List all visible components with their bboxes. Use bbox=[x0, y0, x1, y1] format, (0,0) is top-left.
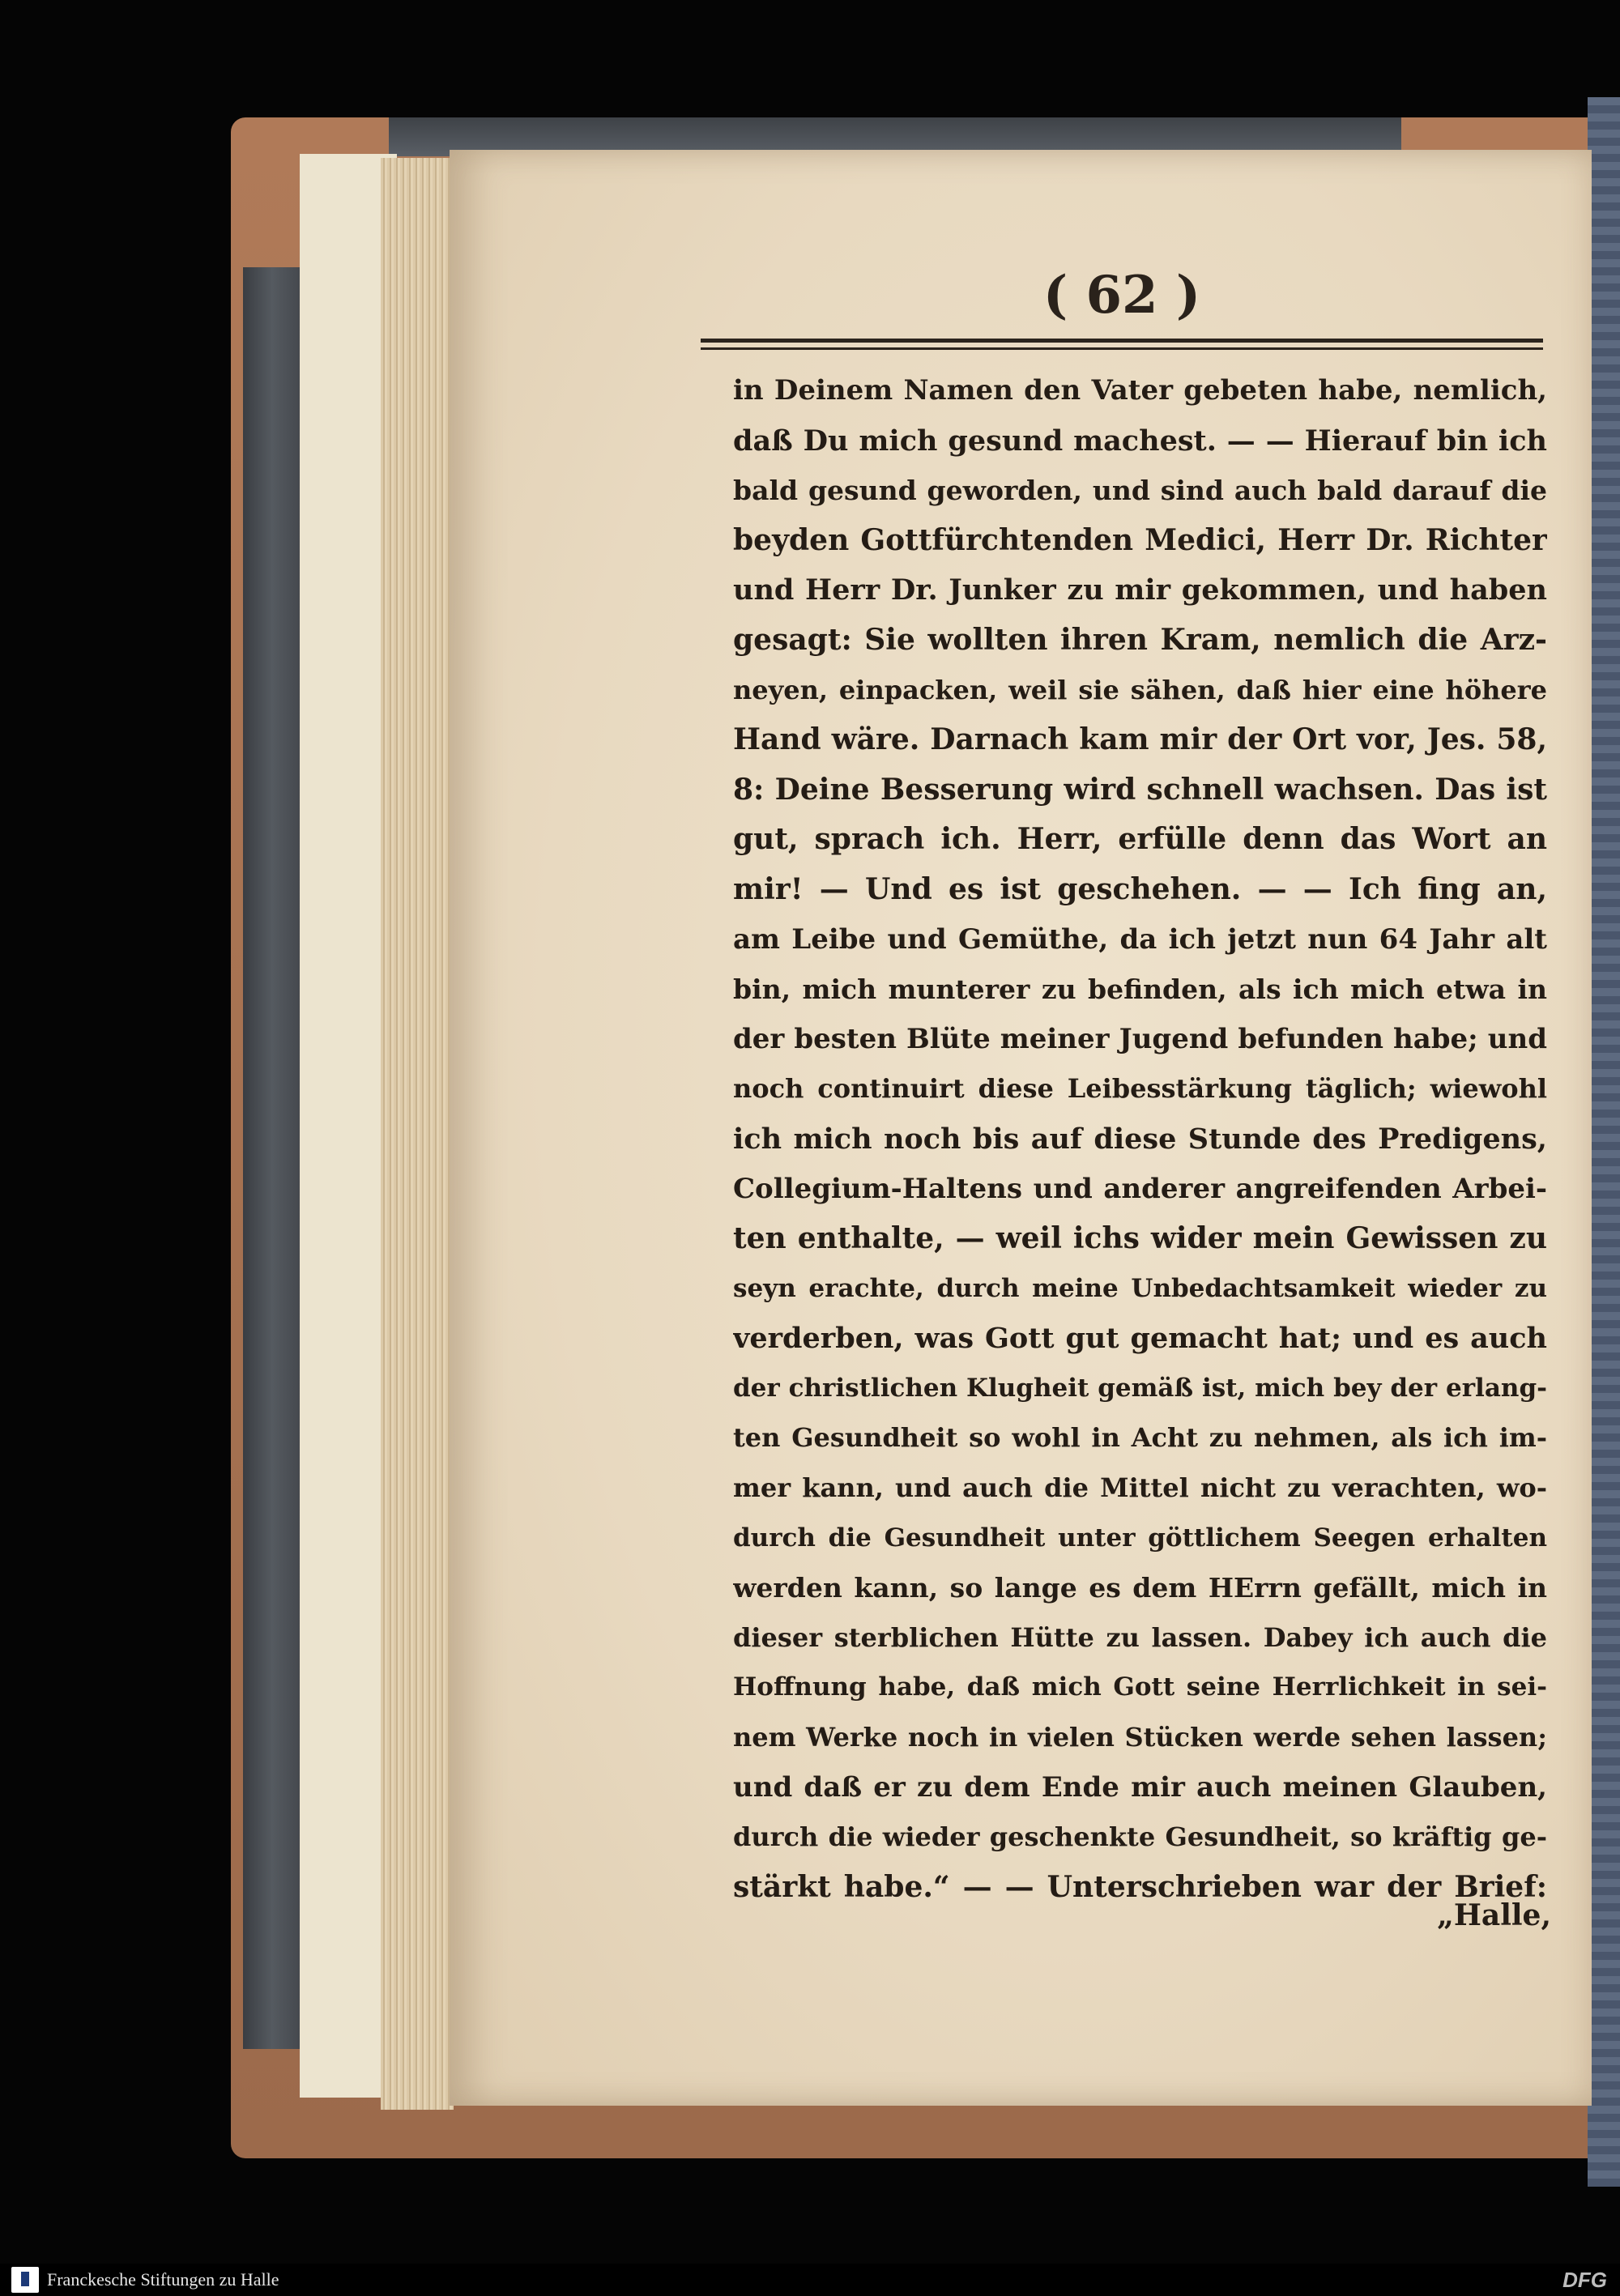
text-line: der besten Blüte meiner Jugend befunden habe; und bbox=[733, 1022, 1547, 1055]
text-line: neyen, einpacken, weil sie sähen, daß hier eine höhere bbox=[733, 674, 1547, 705]
page-number: ( 62 ) bbox=[1042, 265, 1201, 326]
facing-page-edge bbox=[1588, 97, 1620, 2187]
page-block-edges bbox=[381, 158, 454, 2110]
text-line: durch die wieder geschenkte Gesundheit, so kräftig ge- bbox=[733, 1821, 1547, 1853]
text-line: werden kann, so lange es dem HErrn gefällt, mich in bbox=[733, 1572, 1547, 1604]
franckesche-stiftungen-logo-icon[interactable] bbox=[11, 2267, 39, 2293]
dfg-logo: DFG bbox=[1562, 2268, 1607, 2292]
header-rule bbox=[701, 339, 1543, 350]
text-line: 8: Deine Besserung wird schnell wachsen. Das ist bbox=[733, 772, 1547, 807]
text-line: und Herr Dr. Junker zu mir gekommen, und haben bbox=[733, 573, 1547, 607]
text-line: durch die Gesundheit unter göttlichem Seegen erhalten bbox=[733, 1523, 1547, 1553]
text-line: ten enthalte, — weil ichs wider mein Gewissen zu bbox=[733, 1221, 1547, 1256]
text-line: nem Werke noch in vielen Stücken werde sehen lassen; bbox=[733, 1722, 1547, 1753]
viewer-footer bbox=[0, 2264, 1620, 2296]
text-line: seyn erachte, durch meine Unbedachtsamkeit wieder zu bbox=[733, 1273, 1547, 1303]
text-line: ich mich noch bis auf diese Stunde des Predigens, bbox=[733, 1122, 1547, 1156]
text-line: ten Gesundheit so wohl in Acht zu nehmen, als ich im- bbox=[733, 1422, 1547, 1454]
text-line: stärkt habe.“ — — Unterschrieben war der Brief: bbox=[733, 1869, 1547, 1904]
text-line: Hand wäre. Darnach kam mir der Ort vor, Jes. 58, bbox=[733, 722, 1547, 757]
institution-label: Franckesche Stiftungen zu Halle bbox=[47, 2269, 279, 2290]
text-line: Hoffnung habe, daß mich Gott seine Herrlichkeit in sei- bbox=[733, 1672, 1547, 1702]
catchword: „Halle, bbox=[1437, 1898, 1551, 1932]
text-line: und daß er zu dem Ende mir auch meinen Glauben, bbox=[733, 1770, 1547, 1804]
text-line: bald gesund geworden, und sind auch bald darauf die bbox=[733, 475, 1547, 507]
text-line: dieser sterblichen Hütte zu lassen. Dabey ich auch die bbox=[733, 1621, 1547, 1653]
text-line: gut, sprach ich. Herr, erfülle denn das Wort an bbox=[733, 822, 1547, 857]
text-line: beyden Gottfürchtenden Medici, Herr Dr. Richter bbox=[733, 522, 1547, 557]
text-line: in Deinem Namen den Vater gebeten habe, nemlich, bbox=[733, 374, 1547, 407]
text-line: am Leibe und Gemüthe, da ich jetzt nun 64 Jahr alt bbox=[733, 922, 1547, 956]
text-line: daß Du mich gesund machest. — — Hierauf bin ich bbox=[733, 424, 1547, 458]
text-line: mer kann, und auch die Mittel nicht zu verachten, wo- bbox=[733, 1472, 1547, 1504]
text-line: gesagt: Sie wollten ihren Kram, nemlich die Arz- bbox=[733, 622, 1547, 657]
text-line: mir! — Und es ist geschehen. — — Ich fing an, bbox=[733, 871, 1547, 906]
text-line: der christlichen Klugheit gemäß ist, mich bey der erlang- bbox=[733, 1373, 1547, 1403]
page-text bbox=[733, 366, 1547, 1912]
text-line: noch continuirt diese Leibesstärkung täglich; wiewohl bbox=[733, 1073, 1547, 1105]
text-line: bin, mich munterer zu befinden, als ich mich etwa in bbox=[733, 973, 1547, 1006]
text-line: Collegium-Haltens und anderer angreifenden Arbei- bbox=[733, 1172, 1547, 1205]
text-line: verderben, was Gott gut gemacht hat; und es auch bbox=[733, 1322, 1547, 1356]
